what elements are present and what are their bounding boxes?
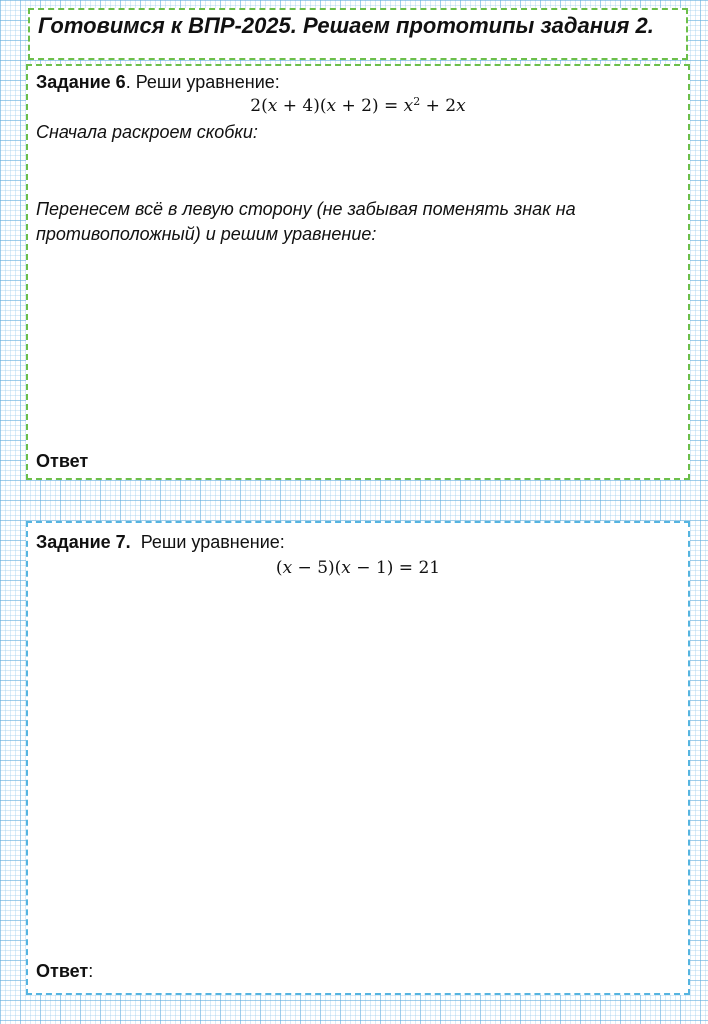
task-7-separator	[131, 532, 141, 552]
task-6-step-move: Перенесем всё в левую сторону (не забывая поменять знак на противоположный) и решим уравнение:	[36, 199, 576, 244]
eq6-coef: 2	[250, 96, 262, 116]
eq6-part2: + 4)(	[277, 96, 327, 116]
task-7-card	[26, 521, 690, 995]
task-6-card	[26, 64, 690, 480]
task-7-heading	[36, 531, 285, 553]
eq7-part3: − 1) = 21	[350, 558, 441, 578]
eq7-part2: − 5)(	[292, 558, 342, 578]
eq6-var3: x	[403, 96, 414, 116]
eq7-var1: x	[282, 558, 293, 578]
page-title: Готовимся к ВПР-2025. Решаем прототипы задания 2.	[38, 13, 654, 38]
eq6-part4: + 2	[420, 96, 457, 116]
task-7-instruction: Реши уравнение:	[140, 532, 285, 552]
task-7-label: Задание 7.	[36, 532, 131, 552]
eq6-var1: x	[267, 96, 278, 116]
task-7-answer-text: Ответ	[36, 961, 89, 981]
task-6-instruction: Реши уравнение:	[135, 72, 280, 92]
task-6-label: Задание 6	[36, 72, 126, 92]
eq6-var2: x	[326, 96, 337, 116]
task-7-answer-label	[36, 960, 93, 982]
eq6-var4: x	[456, 96, 466, 116]
task-6-answer-label: Ответ	[36, 451, 89, 471]
eq7-part1: (	[275, 558, 283, 578]
eq7-var2: x	[341, 558, 351, 578]
title-box	[28, 8, 688, 60]
eq6-part1: (	[261, 96, 268, 116]
task-7-answer-colon: :	[88, 961, 94, 981]
task-6-heading	[36, 71, 280, 93]
task-6-equation	[28, 95, 688, 117]
task-7-equation	[28, 557, 688, 579]
task-6-separator: .	[125, 72, 136, 92]
eq6-exponent: 2	[413, 95, 421, 108]
task-6-step-expand: Сначала раскроем скобки:	[36, 122, 258, 142]
eq6-part3: + 2) =	[336, 96, 404, 116]
